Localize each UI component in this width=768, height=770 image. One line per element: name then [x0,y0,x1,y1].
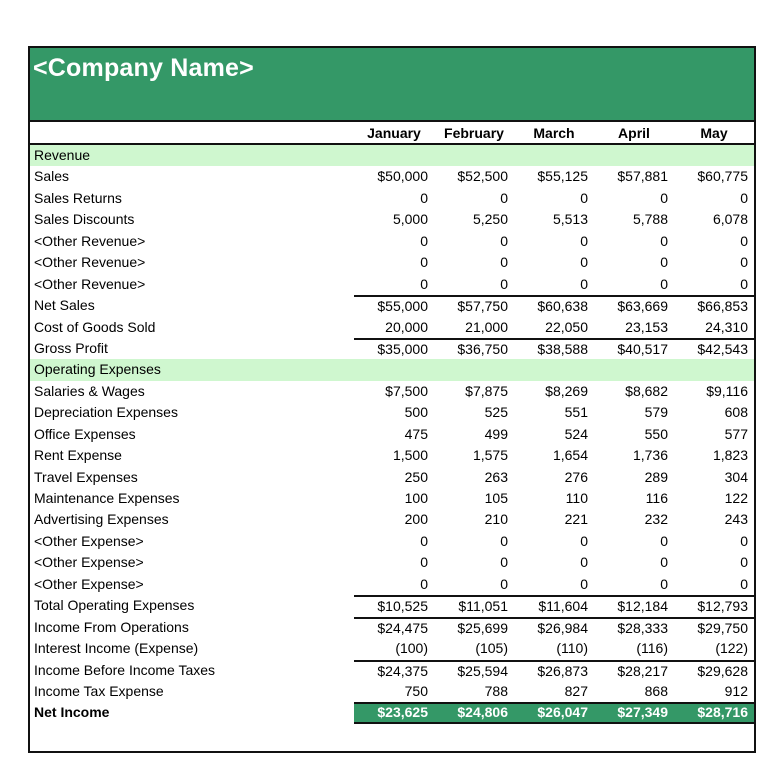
row-label: Depreciation Expenses [34,404,178,421]
cell-value: 0 [420,189,428,206]
cell-value: (100) [395,640,428,657]
cell-value: $57,881 [617,168,668,185]
row-label: Net Income [34,704,110,721]
cell-value: 475 [404,425,428,442]
company-name: <Company Name> [33,54,254,82]
cell-value: 0 [500,575,508,592]
column-header-april: April [618,124,650,141]
table-row [30,209,754,230]
column-header-february: February [444,124,504,141]
cell-value: $29,628 [674,660,754,681]
cell-value: 868 [644,682,668,699]
row-label: Revenue [34,147,91,163]
row-label: Salaries & Wages [34,382,145,399]
table-row [30,595,754,616]
cell-value: 0 [500,254,508,271]
cell-value: 1,575 [472,447,508,464]
cell-value: $26,984 [514,617,594,638]
table-row [30,509,754,530]
cell-value: 5,000 [392,211,428,228]
row-label: Sales [34,168,70,185]
cell-value: 22,050 [545,318,588,335]
cell-value: 1,654 [552,447,588,464]
cell-value: (105) [475,640,508,657]
company-title-band [30,48,754,122]
cell-value: 5,250 [472,211,508,228]
table-row [30,638,754,659]
cell-value: 6,078 [712,211,748,228]
cell-value: 0 [740,254,748,271]
cell-value: $29,750 [674,617,754,638]
table-row [30,231,754,252]
row-label: <Other Revenue> [34,232,146,249]
cell-value: $25,699 [434,617,514,638]
cell-value: 1,500 [392,447,428,464]
cell-value: 0 [420,532,428,549]
cell-value [354,359,434,380]
cell-value: 577 [724,425,748,442]
cell-value: $8,682 [625,382,668,399]
row-label: Income Before Income Taxes [34,661,216,678]
table-row [30,617,754,638]
cell-value: $8,269 [545,382,588,399]
cell-value: 579 [644,404,668,421]
cell-value: 210 [484,511,508,528]
cell-value: 0 [580,232,588,249]
cell-value: 0 [580,189,588,206]
table-row [30,317,754,338]
cell-value: 750 [404,682,428,699]
cell-value: 5,788 [632,211,668,228]
cell-value: 788 [484,682,508,699]
cell-value: 0 [660,232,668,249]
row-label: <Other Expense> [34,554,144,571]
cell-value: (110) [556,640,588,657]
cell-value: $42,543 [674,338,754,359]
cell-value: $40,517 [594,338,674,359]
table-row [30,552,754,573]
table-row [30,574,754,595]
cell-value: 221 [564,511,588,528]
month-column-header-row [30,122,754,145]
cell-value: 232 [644,511,668,528]
table-row [30,424,754,445]
cell-value: 551 [564,404,588,421]
cell-value: 100 [404,490,428,506]
cell-value: 0 [420,232,428,249]
row-label: Travel Expenses [34,468,138,485]
table-body [30,145,754,724]
cell-value: 23,153 [625,318,668,335]
cell-value: $57,750 [434,295,514,316]
cell-value: $25,594 [434,660,514,681]
cell-value: 105 [484,490,508,506]
cell-value: $10,525 [354,595,434,616]
cell-value [434,359,514,380]
row-label: Sales Discounts [34,211,135,228]
cell-value: 1,736 [632,447,668,464]
cell-value: $60,638 [514,295,594,316]
cell-value: 0 [660,554,668,571]
cell-value: 550 [644,425,668,442]
cell-value: $26,873 [514,660,594,681]
cell-value: 0 [500,232,508,249]
row-label: Maintenance Expenses [34,490,180,506]
row-label: Total Operating Expenses [34,597,195,614]
row-label: Cost of Goods Sold [34,318,156,335]
cell-value: $66,853 [674,295,754,316]
row-label: <Other Revenue> [34,254,146,271]
cell-value: 5,513 [552,211,588,228]
cell-value: $9,116 [706,382,748,399]
cell-value: 0 [740,575,748,592]
table-row [30,295,754,316]
cell-value: 0 [580,554,588,571]
cell-value: 0 [740,554,748,571]
cell-value: 0 [580,575,588,592]
row-label: <Other Revenue> [34,275,146,292]
table-row [30,702,754,723]
cell-value: $12,184 [594,595,674,616]
income-statement-sheet [28,46,756,753]
cell-value: $27,349 [594,702,674,723]
cell-value: 0 [500,532,508,549]
cell-value: 608 [724,404,748,421]
cell-value: 500 [404,404,428,421]
table-row [30,381,754,402]
table-row [30,488,754,509]
cell-value: (122) [715,640,748,657]
cell-value: $23,625 [354,702,434,723]
cell-value: 0 [740,532,748,549]
section-row [30,359,754,380]
table-row [30,531,754,552]
row-label: Income Tax Expense [34,682,164,699]
cell-value: 0 [660,254,668,271]
cell-value: $38,588 [514,338,594,359]
cell-value: 0 [660,575,668,592]
cell-value: 250 [404,468,428,485]
row-label: Gross Profit [34,339,108,356]
table-row [30,166,754,187]
section-row [30,145,754,166]
cell-value: $55,000 [354,295,434,316]
cell-value: 0 [740,189,748,206]
cell-value: 0 [580,254,588,271]
cell-value: 0 [660,189,668,206]
cell-value: 0 [740,232,748,249]
table-row [30,188,754,209]
cell-value [674,359,754,380]
row-label: Interest Income (Expense) [34,640,199,657]
table-row [30,681,754,702]
row-label: Advertising Expenses [34,511,169,528]
table-row [30,660,754,681]
cell-value: 304 [724,468,748,485]
cell-value: $12,793 [674,595,754,616]
table-row [30,274,754,295]
cell-value [514,359,594,380]
cell-value: 200 [404,511,428,528]
cell-value: 243 [724,511,748,528]
cell-value: 0 [500,275,508,292]
cell-value: 0 [500,189,508,206]
cell-value [594,145,674,166]
cell-value: $35,000 [354,338,434,359]
cell-value [354,145,434,166]
cell-value: $60,775 [697,168,748,185]
column-header-january: January [367,124,421,141]
cell-value: $36,750 [434,338,514,359]
row-label: <Other Expense> [34,532,144,549]
cell-value: 0 [420,575,428,592]
cell-value: 122 [724,490,748,506]
cell-value: $55,125 [537,168,588,185]
cell-value: $24,375 [354,660,434,681]
cell-value: $24,475 [354,617,434,638]
cell-value: 524 [564,425,588,442]
cell-value: 499 [484,425,508,442]
row-label: Income From Operations [34,618,189,635]
cell-value [434,145,514,166]
cell-value: 0 [740,275,748,292]
cell-value: 24,310 [705,318,748,335]
cell-value: $63,669 [594,295,674,316]
cell-value: 20,000 [385,318,428,335]
cell-value: 116 [645,490,668,506]
cell-value: $7,875 [465,382,508,399]
cell-value: 0 [660,532,668,549]
row-label: <Other Expense> [34,575,144,592]
cell-value: 110 [565,490,588,506]
cell-value: $11,604 [514,595,594,616]
table-row [30,338,754,359]
cell-value: 0 [580,532,588,549]
cell-value: $26,047 [514,702,594,723]
table-row [30,445,754,466]
cell-value [674,145,754,166]
cell-value: 525 [484,404,508,421]
cell-value: $24,806 [434,702,514,723]
cell-value: 827 [564,682,588,699]
column-header-may: May [700,124,728,141]
cell-value: $52,500 [457,168,508,185]
cell-value: $7,500 [385,382,428,399]
cell-value: 276 [564,468,588,485]
cell-value: 0 [420,254,428,271]
table-row [30,402,754,423]
cell-value: 912 [724,682,748,699]
cell-value: 0 [660,275,668,292]
cell-value: $28,716 [674,702,754,723]
cell-value: 289 [644,468,668,485]
cell-value: $28,333 [594,617,674,638]
row-label: Sales Returns [34,189,122,206]
row-label: Rent Expense [34,447,122,464]
cell-value: 21,000 [465,318,508,335]
column-header-march: March [533,124,575,141]
cell-value: $50,000 [377,168,428,185]
table-row [30,467,754,488]
cell-value: 0 [500,554,508,571]
cell-value: 0 [580,275,588,292]
cell-value: 0 [420,554,428,571]
cell-value: (116) [636,640,668,657]
cell-value: 0 [420,275,428,292]
cell-value: 1,823 [712,447,748,464]
cell-value: 263 [484,468,508,485]
cell-value [514,145,594,166]
row-label: Office Expenses [34,425,136,442]
row-label: Operating Expenses [34,361,161,378]
cell-value: $28,217 [594,660,674,681]
cell-value [594,359,674,380]
table-row [30,252,754,273]
row-label: Net Sales [34,297,95,314]
cell-value: $11,051 [434,595,514,616]
